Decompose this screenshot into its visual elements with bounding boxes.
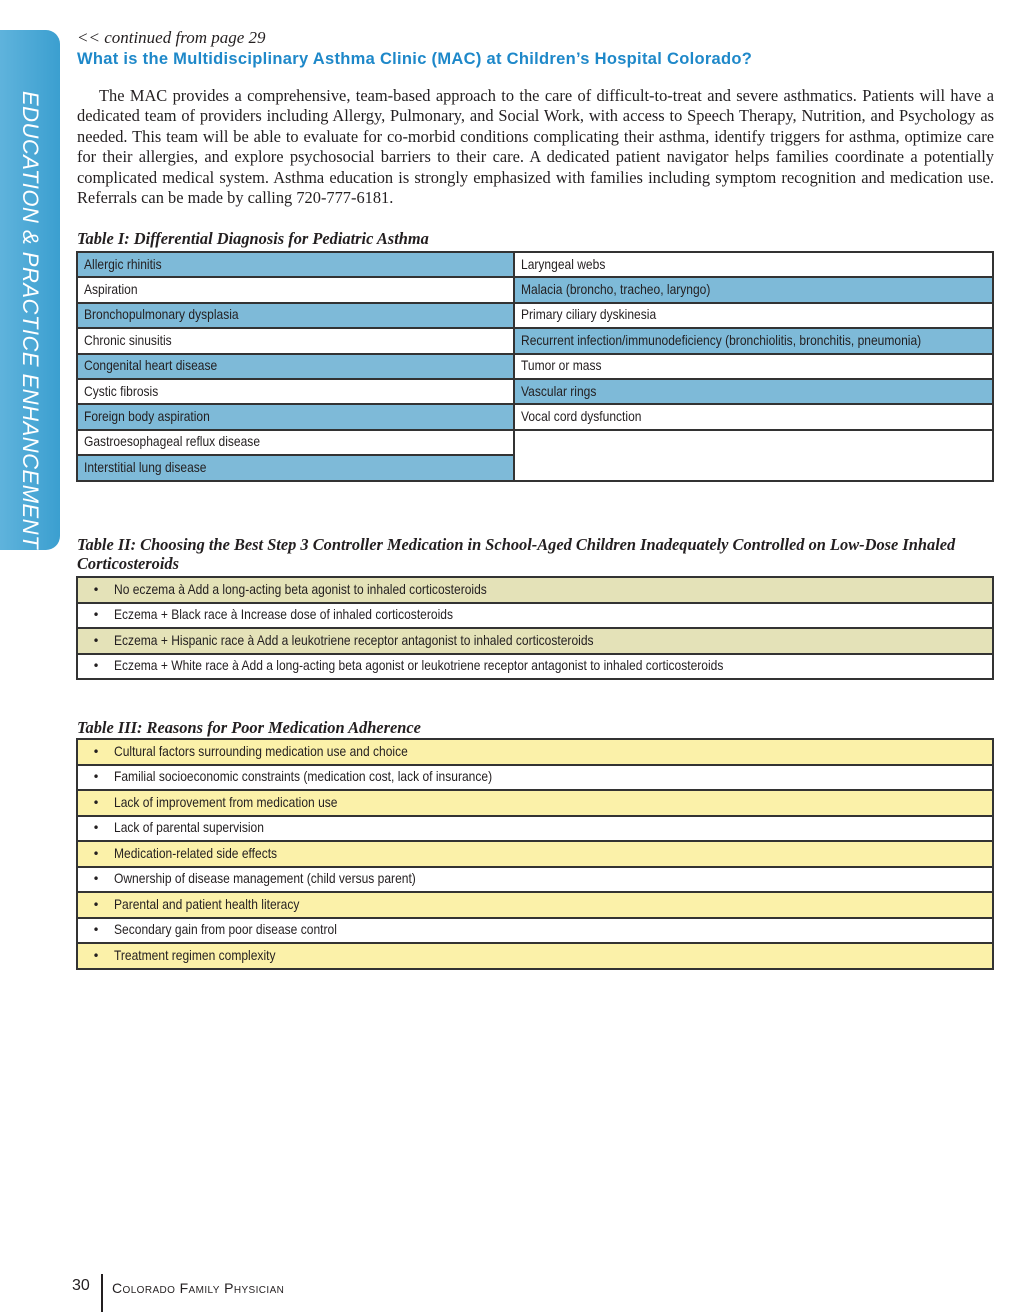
controller-medication-table <box>76 576 994 680</box>
article-title: What is the Multidisciplinary Asthma Clinic (MAC) at Children’s Hospital Colorado? <box>77 50 753 68</box>
footer-divider <box>101 1274 103 1312</box>
table-cell: • Secondary gain from poor disease control <box>77 918 993 944</box>
table-row <box>77 867 993 893</box>
bullet: • <box>92 582 100 597</box>
table-cell: Recurrent infection/immunodeficiency (bronchiolitis, bronchitis, pneumonia) <box>514 328 993 353</box>
table-cell: • Eczema + White race à Add a long-acting beta agonist or leukotriene receptor antagonist to inhaled corticosteroids <box>77 654 993 680</box>
page-number: 30 <box>72 1277 90 1294</box>
table-row <box>77 654 993 680</box>
bullet: • <box>92 608 100 623</box>
table-row <box>77 379 993 404</box>
table-row <box>77 252 993 277</box>
table-row <box>77 603 993 629</box>
table-cell: • Parental and patient health literacy <box>77 892 993 918</box>
table-cell: Foreign body aspiration <box>77 404 514 429</box>
table-row <box>77 354 993 379</box>
table-cell: Primary ciliary dyskinesia <box>514 303 993 328</box>
bullet: • <box>92 795 100 810</box>
bullet: • <box>92 897 100 912</box>
table-cell: Tumor or mass <box>514 354 993 379</box>
table-cell: Malacia (broncho, tracheo, laryngo) <box>514 277 993 302</box>
bullet: • <box>92 770 100 785</box>
table-cell: Vocal cord dysfunction <box>514 404 993 429</box>
bullet: • <box>92 948 100 963</box>
section-side-tab-label: EDUCATION & PRACTICE ENHANCEMENT <box>18 90 43 550</box>
table-row <box>77 816 993 842</box>
table-cell: • Cultural factors surrounding medication use and choice <box>77 739 993 765</box>
differential-diagnosis-table <box>76 251 994 482</box>
section-side-tab <box>0 30 60 550</box>
table-row <box>77 328 993 353</box>
table-cell: • Medication-related side effects <box>77 841 993 867</box>
table-row <box>77 790 993 816</box>
table1-caption: Table I: Differential Diagnosis for Pediatric Asthma <box>77 229 429 248</box>
table-cell: • Treatment regimen complexity <box>77 943 993 969</box>
bullet: • <box>92 659 100 674</box>
adherence-reasons-table <box>76 738 994 970</box>
table-row <box>77 404 993 429</box>
table-cell: Gastroesophageal reflux disease <box>77 430 514 455</box>
table-row <box>77 841 993 867</box>
body-paragraph: The MAC provides a comprehensive, team-based approach to the care of difficult-to-treat and severe asthmatics. Patients will have a dedicated team of providers including Allergy, Pulmonary, and Social Work, with access to Speech Therapy, Nutrition, and Psychology as needed. This team will be able to evaluate for co-morbid conditions complicating their asthma, identify triggers for asthma, optimize care for their allergies, and explore psychosocial barriers to their care. A dedicated patient navigator helps families coordinate a potentially complicated medical system. Asthma education is strongly emphasized with families including symptom recognition and medication use. Referrals can be made by calling 720-777-6181. <box>77 86 994 208</box>
table-row <box>77 430 993 455</box>
table-row <box>77 943 993 969</box>
table-row <box>77 892 993 918</box>
table-cell: Allergic rhinitis <box>77 252 514 277</box>
table-cell: Vascular rings <box>514 379 993 404</box>
table-cell: • No eczema à Add a long-acting beta agonist to inhaled corticosteroids <box>77 577 993 603</box>
table-row <box>77 277 993 302</box>
table-cell: Congenital heart disease <box>77 354 514 379</box>
bullet: • <box>92 923 100 938</box>
table-cell: Interstitial lung disease <box>77 455 514 480</box>
table2-caption: Table II: Choosing the Best Step 3 Controller Medication in School-Aged Children Inadequately Controlled on Low-Dose Inhaled Corticosteroids <box>77 535 956 573</box>
table-cell: Bronchopulmonary dysplasia <box>77 303 514 328</box>
table-cell: • Eczema + Black race à Increase dose of inhaled corticosteroids <box>77 603 993 629</box>
table-row <box>77 628 993 654</box>
table-cell: Aspiration <box>77 277 514 302</box>
table-row <box>77 918 993 944</box>
bullet: • <box>92 744 100 759</box>
table-cell: • Familial socioeconomic constraints (medication cost, lack of insurance) <box>77 765 993 791</box>
table-row <box>77 303 993 328</box>
table-row <box>77 765 993 791</box>
table-cell: Chronic sinusitis <box>77 328 514 353</box>
table-cell: • Lack of parental supervision <box>77 816 993 842</box>
table3-caption: Table III: Reasons for Poor Medication Adherence <box>77 718 421 737</box>
continued-note: << continued from page 29 <box>77 28 266 47</box>
bullet: • <box>92 633 100 648</box>
table-row <box>77 577 993 603</box>
table-row <box>77 739 993 765</box>
bullet: • <box>92 821 100 836</box>
empty-table-cell <box>514 430 993 481</box>
table-cell: • Ownership of disease management (child versus parent) <box>77 867 993 893</box>
table-cell: • Eczema + Hispanic race à Add a leukotriene receptor antagonist to inhaled corticosteroids <box>77 628 993 654</box>
bullet: • <box>92 872 100 887</box>
table-cell: • Lack of improvement from medication use <box>77 790 993 816</box>
publication-name: Colorado Family Physician <box>112 1280 285 1296</box>
table-cell: Laryngeal webs <box>514 252 993 277</box>
table-cell: Cystic fibrosis <box>77 379 514 404</box>
bullet: • <box>92 846 100 861</box>
